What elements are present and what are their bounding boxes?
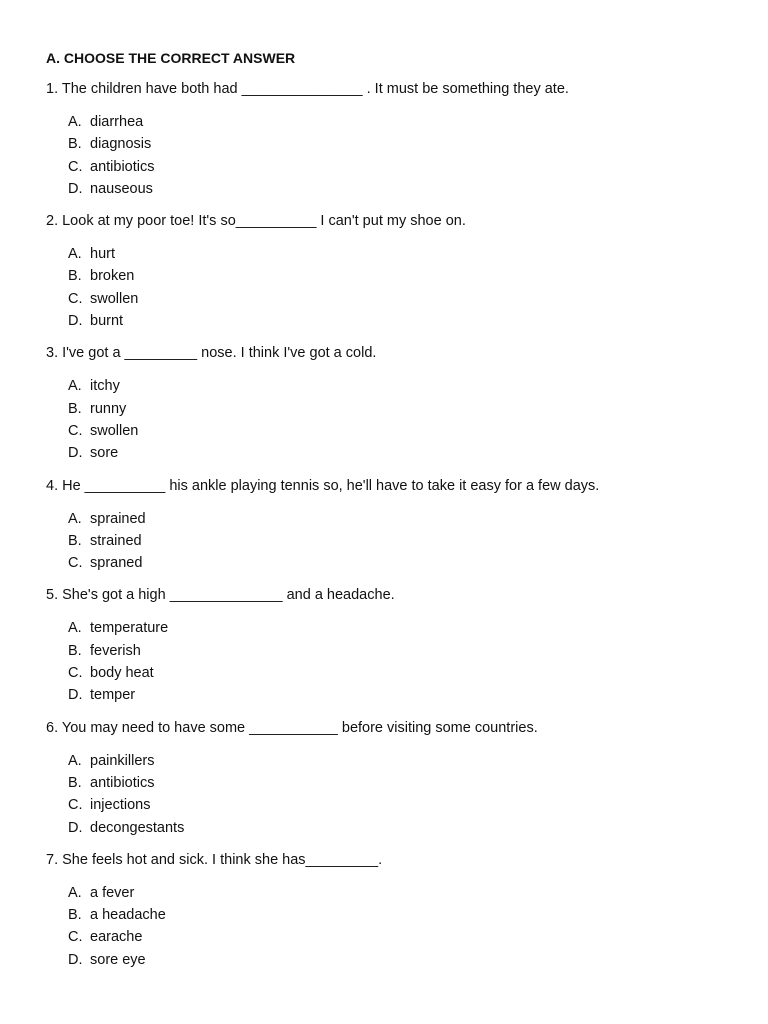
option-text: body heat (90, 665, 154, 682)
option-letter: C. (68, 797, 83, 814)
option-letter: C. (68, 555, 83, 572)
answer-option (46, 530, 736, 552)
answer-options (46, 243, 736, 332)
question-2 (46, 211, 736, 332)
answer-option (46, 133, 736, 155)
question-4 (46, 476, 736, 575)
answer-option (46, 420, 736, 442)
option-text: sprained (90, 510, 146, 527)
option-letter: A. (68, 246, 82, 263)
option-text: hurt (90, 246, 115, 263)
question-text: 5. She's got a high ______________ and a headache. (46, 587, 395, 604)
question-text: 7. She feels hot and sick. I think she has_________. (46, 851, 383, 868)
answer-option (46, 398, 736, 420)
question-1 (46, 79, 736, 200)
option-letter: B. (68, 532, 82, 549)
answer-option (46, 662, 736, 684)
option-text: sore eye (90, 951, 146, 968)
answer-options (46, 375, 736, 464)
option-text: spraned (90, 555, 143, 572)
option-text: injections (90, 797, 151, 814)
option-text: diarrhea (90, 114, 144, 130)
option-text: antibiotics (90, 158, 155, 175)
answer-option (46, 750, 736, 772)
answer-options (46, 111, 736, 200)
option-letter: C. (68, 290, 83, 307)
answer-option (46, 882, 736, 904)
option-letter: B. (68, 774, 82, 791)
option-text: a fever (90, 884, 135, 901)
option-letter: B. (68, 907, 82, 924)
option-text: diagnosis (90, 136, 152, 153)
option-letter: A. (68, 884, 82, 901)
answer-option (46, 794, 736, 816)
option-letter: D. (68, 819, 83, 836)
option-letter: A. (68, 620, 82, 637)
option-text: burnt (90, 313, 124, 330)
option-text: swollen (90, 290, 139, 307)
answer-option (46, 243, 736, 265)
option-text: strained (90, 532, 142, 549)
question-text: 4. He __________ his ankle playing tennis so, he'll have to take it easy for a few days. (46, 477, 600, 494)
option-letter: C. (68, 158, 83, 175)
option-text: painkillers (90, 752, 155, 769)
option-text: swollen (90, 422, 139, 439)
option-letter: B. (68, 400, 82, 417)
option-letter: C. (68, 929, 83, 946)
option-text: temperature (90, 620, 169, 637)
answer-options (46, 508, 736, 575)
question-text: 2. Look at my poor toe! It's so__________ I can't put my shoe on. (46, 213, 466, 230)
answer-options (46, 750, 736, 839)
option-letter: D. (68, 445, 83, 462)
answer-option (46, 949, 736, 971)
answer-option (46, 684, 736, 706)
answer-option (46, 178, 736, 200)
option-letter: D. (68, 951, 83, 968)
option-letter: C. (68, 665, 83, 682)
option-letter: D. (68, 313, 83, 330)
answer-option (46, 310, 736, 332)
option-letter: B. (68, 268, 82, 285)
question-text: 1. The children have both had _______________ . It must be something they ate. (46, 81, 569, 97)
answer-option (46, 508, 736, 530)
option-letter: B. (68, 136, 82, 153)
answer-option (46, 926, 736, 948)
option-text: decongestants (90, 819, 185, 836)
answer-options (46, 617, 736, 706)
option-letter: A. (68, 752, 82, 769)
answer-option (46, 442, 736, 464)
option-text: broken (90, 268, 135, 285)
option-letter: C. (68, 422, 83, 439)
question-6 (46, 718, 736, 839)
question-text: 6. You may need to have some ___________ before visiting some countries. (46, 719, 538, 736)
option-text: feverish (90, 642, 141, 659)
option-text: nauseous (90, 180, 153, 197)
section-heading: A. CHOOSE THE CORRECT ANSWER (46, 50, 296, 66)
answer-option (46, 288, 736, 310)
answer-option (46, 265, 736, 287)
answer-option (46, 552, 736, 574)
option-letter: A. (68, 378, 82, 395)
option-letter: D. (68, 687, 83, 704)
answer-option (46, 375, 736, 397)
question-5 (46, 585, 736, 706)
answer-option (46, 111, 736, 133)
option-text: sore (90, 445, 119, 462)
answer-option (46, 156, 736, 178)
option-letter: D. (68, 180, 83, 197)
question-7 (46, 850, 736, 971)
option-text: a headache (90, 907, 166, 924)
answer-option (46, 617, 736, 639)
question-3 (46, 343, 736, 464)
option-text: antibiotics (90, 774, 155, 791)
option-letter: A. (68, 114, 82, 130)
answer-option (46, 904, 736, 926)
option-text: temper (90, 687, 136, 704)
option-text: itchy (90, 378, 120, 395)
option-letter: B. (68, 642, 82, 659)
answer-options (46, 882, 736, 971)
answer-option (46, 772, 736, 794)
answer-option (46, 817, 736, 839)
option-letter: A. (68, 510, 82, 527)
option-text: earache (90, 929, 143, 946)
question-text: 3. I've got a _________ nose. I think I've got a cold. (46, 345, 377, 362)
option-text: runny (90, 400, 127, 417)
question-list (46, 79, 736, 971)
worksheet-page (46, 48, 736, 982)
answer-option (46, 640, 736, 662)
